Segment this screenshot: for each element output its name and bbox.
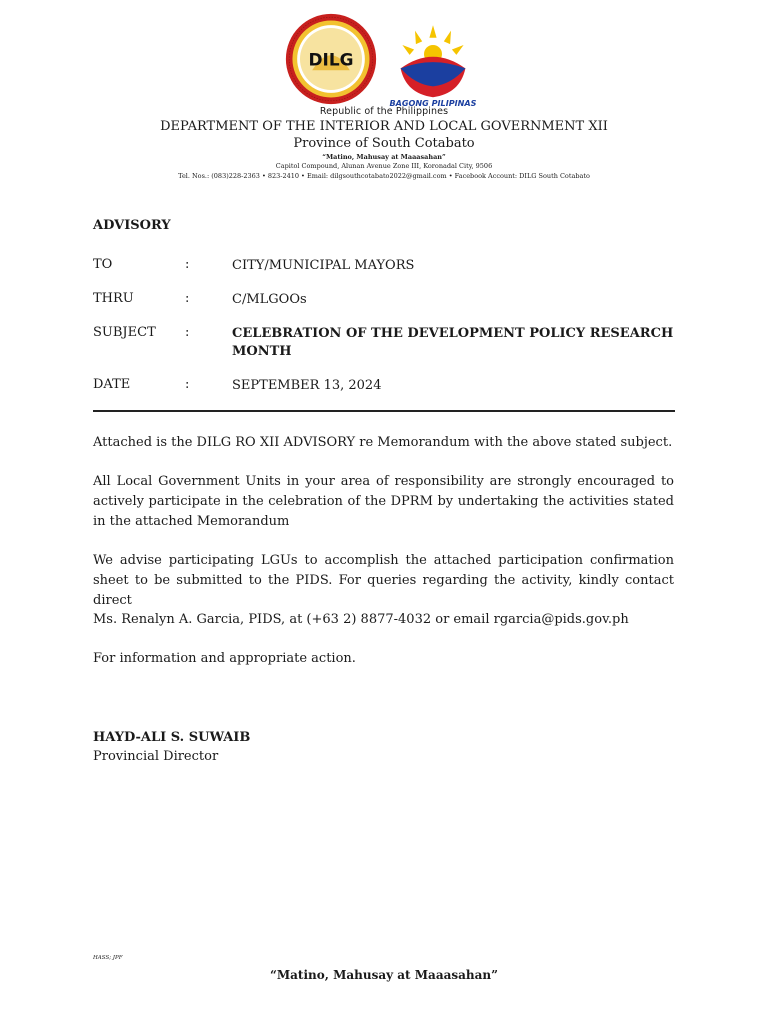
- thru-value: C/MLGOOs: [232, 292, 307, 307]
- republic-line: Republic of the Philippines: [319, 106, 449, 117]
- body-paragraph-4: For information and appropriate action.: [93, 651, 356, 666]
- date-value: SEPTEMBER 13, 2024: [232, 378, 382, 393]
- date-colon: :: [185, 377, 190, 392]
- signatory-title: Provincial Director: [93, 749, 219, 764]
- office-address: Capitol Compound, Alunan Avenue Zone III, Koronadal City, 9506: [275, 162, 493, 170]
- subject-value: CELEBRATION OF THE DEVELOPMENT POLICY RESEARCH MONTH: [232, 326, 674, 359]
- bp-logo-text: BAGONG PILIPINAS: [389, 98, 477, 108]
- advisory-title: ADVISORY: [93, 218, 171, 233]
- body-paragraph-3-contact: Ms. Renalyn A. Garcia, PIDS, at (+63 2) 8877-4032 or email rgarcia@pids.gov.ph: [93, 612, 629, 627]
- seal-text: DILG: [308, 49, 354, 70]
- to-value: CITY/MUNICIPAL MAYORS: [232, 258, 415, 273]
- body-paragraph-3: We advise participating LGUs to accomplish the attached participation confirmation sheet to be submitted to the PIDS. For queries regarding the activity, kindly contact direct: [93, 553, 674, 608]
- thru-label: THRU: [93, 291, 134, 306]
- dilg-seal-logo: [284, 12, 378, 106]
- footer-motto: “Matino, Mahusay at Maaasahan”: [269, 968, 499, 982]
- to-label: TO: [93, 257, 113, 272]
- body-paragraph-2: All Local Government Units in your area of responsibility are strongly encouraged to actively participate in the celebration of the DPRM by undertaking the activities stated in the attached Memorandum: [93, 474, 674, 529]
- header-motto: “Matino, Mahusay at Maaasahan”: [322, 153, 446, 161]
- subject-label: SUBJECT: [93, 325, 156, 340]
- date-label: DATE: [93, 377, 131, 392]
- province-name: Province of South Cotabato: [293, 136, 475, 151]
- header-logos: [280, 10, 490, 108]
- contact-info: Tel. Nos.: (083)228-2363 • 823-2410 • Email: dilgsouthcotabato2022@gmail.com • Facebook Account: DILG South Cotabato: [178, 172, 590, 180]
- reference-initials: HASS; JPF: [93, 955, 123, 961]
- thru-colon: :: [185, 291, 190, 306]
- body-paragraph-1: Attached is the DILG RO XII ADVISORY re Memorandum with the above stated subject.: [93, 435, 673, 450]
- subject-colon: :: [185, 325, 190, 340]
- signatory-name: HAYD-ALI S. SUWAIB: [93, 730, 251, 745]
- to-colon: :: [185, 257, 190, 272]
- header-divider: [93, 410, 675, 412]
- department-name: DEPARTMENT OF THE INTERIOR AND LOCAL GOVERNMENT XII: [160, 119, 608, 134]
- bagong-pilipinas-logo: [388, 18, 478, 108]
